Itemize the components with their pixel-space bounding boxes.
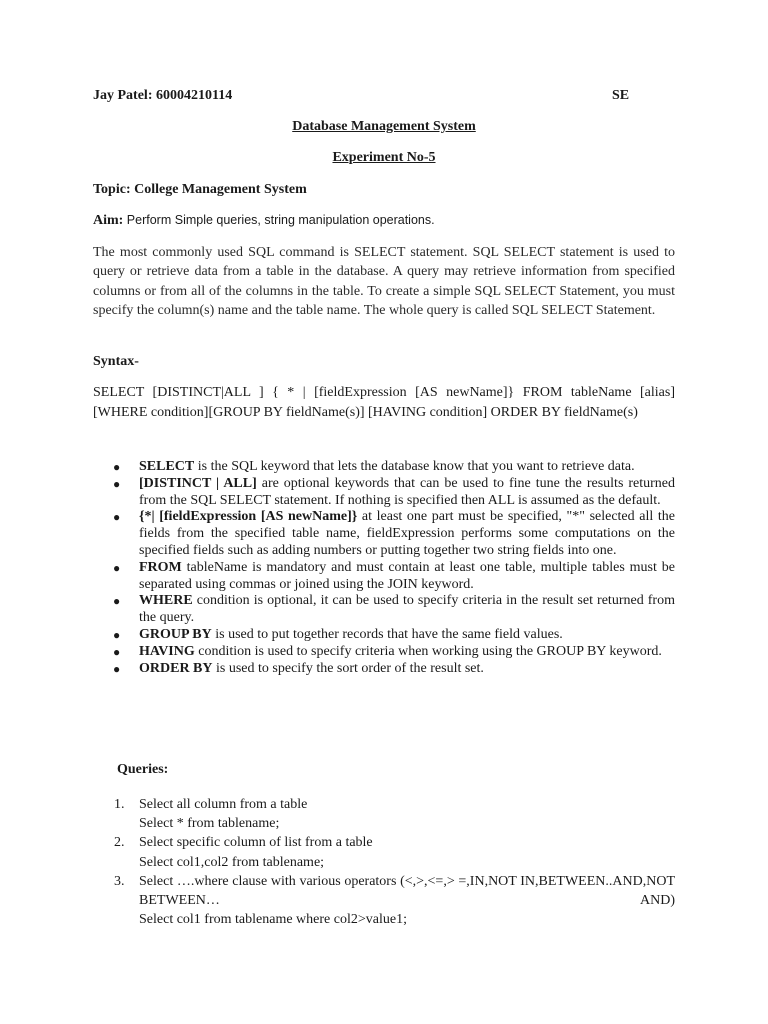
bullet-icon: ● <box>113 661 121 676</box>
bullet-icon: ● <box>113 476 121 491</box>
bullet-keyword: [DISTINCT | ALL] <box>139 475 257 491</box>
aim-text: Perform Simple queries, string manipulation operations. <box>123 213 435 227</box>
queries-heading: Queries: <box>117 762 169 777</box>
list-item <box>93 627 675 644</box>
bullet-text: condition is used to specify criteria when working using the GROUP BY keyword. <box>194 643 662 659</box>
bullet-text: at least one part must be specified, "*" selected all the fields from the specified table name, fieldExpression performs some computations on the specified fields such as adding numbers or putting together two string fields into one. <box>139 509 675 558</box>
query-example: Select * from tablename; <box>139 816 280 832</box>
bullet-icon: ● <box>113 560 121 575</box>
bullet-keyword: WHERE <box>139 593 193 609</box>
query-number: 1. <box>114 797 125 812</box>
list-item <box>93 509 675 559</box>
list-item <box>93 872 675 930</box>
class-label: SE <box>612 88 630 103</box>
bullet-text: condition is optional, it can be used to specify criteria in the result set returned from the query. <box>139 593 675 626</box>
bullet-keyword: GROUP BY <box>139 626 212 642</box>
topic-line: Topic: College Management System <box>93 182 307 197</box>
list-item <box>93 593 675 627</box>
bullet-keyword: {*| [fieldExpression [AS newName]} <box>139 509 358 525</box>
query-description: Select ….where clause with various operators (<,>,<=,> =,IN,NOT IN,BETWEEN..AND,NOT BETWEEN… AND) <box>139 873 675 909</box>
intro-paragraph: The most commonly used SQL command is SELECT statement. SQL SELECT statement is used to query or retrieve data from a table in the database. A query may retrieve information from specified columns or from all of the columns in the table. To create a simple SQL SELECT Statement, you must specify the column(s) name and the table name. The whole query is called SQL SELECT Statement. <box>93 245 675 318</box>
bullet-icon: ● <box>113 627 121 642</box>
list-item <box>93 459 675 476</box>
aim-line <box>93 213 435 229</box>
bullet-keyword: SELECT <box>139 459 195 474</box>
list-item <box>93 560 675 594</box>
bullet-text: is used to specify the sort order of the result set. <box>212 660 484 676</box>
bullet-icon: ● <box>113 460 121 474</box>
student-name-id: Jay Patel: 60004210114 <box>93 88 233 103</box>
list-item <box>93 661 675 678</box>
query-description: Select all column from a table <box>139 797 308 812</box>
bullet-keyword: HAVING <box>139 643 195 659</box>
query-number: 2. <box>114 835 125 851</box>
experiment-title: Experiment No-5 <box>332 150 436 165</box>
keyword-bullet-list <box>93 459 675 677</box>
syntax-heading: Syntax- <box>93 354 139 369</box>
bullet-keyword: FROM <box>139 559 182 575</box>
query-example: Select col1,col2 from tablename; <box>139 854 325 870</box>
list-item <box>93 833 675 871</box>
bullet-icon: ● <box>113 594 121 609</box>
aim-label: Aim: <box>93 213 124 228</box>
syntax-text: SELECT [DISTINCT|ALL ] { * | [fieldExpression [AS newName]} FROM tableName [alias] [WHERE condition][GROUP BY fieldName(s)] [HAVING condition] ORDER BY fieldName(s) <box>93 385 675 420</box>
bullet-keyword: ORDER BY <box>139 660 213 676</box>
subject-title: Database Management System <box>292 119 476 134</box>
query-description: Select specific column of list from a table <box>139 835 373 851</box>
list-item <box>93 476 675 510</box>
bullet-text: are optional keywords that can be used to fine tune the results returned from the SQL SELECT statement. If nothing is specified then ALL is assumed as the default. <box>139 475 675 508</box>
bullet-icon: ● <box>113 644 121 659</box>
query-number: 3. <box>114 873 125 889</box>
bullet-text: is used to put together records that have the same field values. <box>211 626 563 642</box>
queries-list <box>93 795 675 929</box>
bullet-text: is the SQL keyword that lets the database know that you want to retrieve data. <box>194 459 635 474</box>
list-item <box>93 795 675 833</box>
list-item <box>93 644 675 661</box>
query-example: Select col1 from tablename where col2>value1; <box>139 912 407 928</box>
bullet-icon: ● <box>113 510 121 525</box>
bullet-text: tableName is mandatory and must contain at least one table, multiple tables must be separated using commas or joined using the JOIN keyword. <box>139 559 675 592</box>
